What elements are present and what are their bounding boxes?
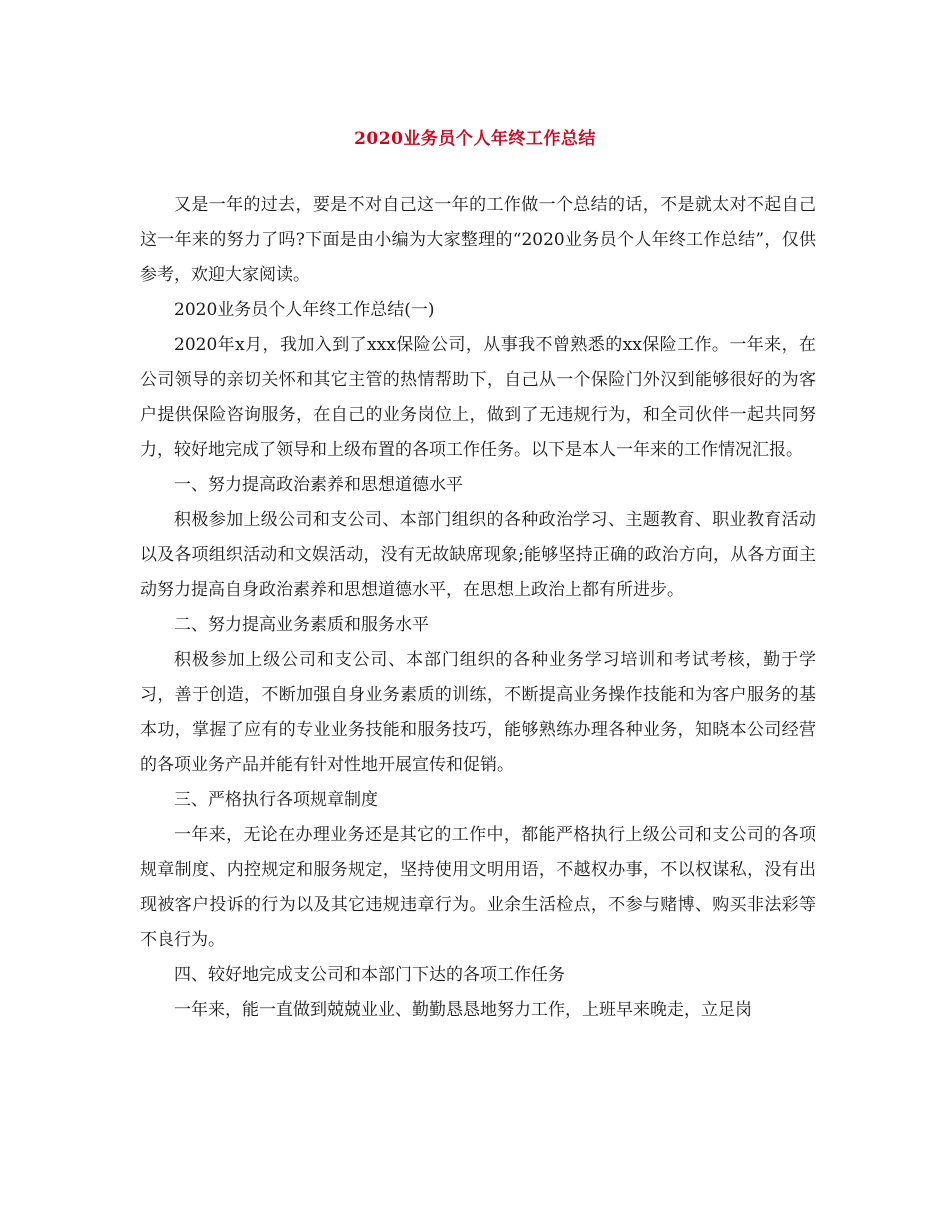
paragraph-intro: 又是一年的过去，要是不对自己这一年的工作做一个总结的话，不是就太对不起自己这一年来的努力了吗?下面是由小编为大家整理的“2020业务员个人年终工作总结”，仅供参考，欢迎大家阅读。 xyxy=(140,195,816,285)
document-body xyxy=(140,188,816,1028)
section-heading-1: 一、努力提高政治素养和思想道德水平 xyxy=(174,475,463,495)
paragraph-section-1: 积极参加上级公司和支公司、本部门组织的各种政治学习、主题教育、职业教育活动以及各项组织活动和文娱活动，没有无故缺席现象;能够坚持正确的政治方向，从各方面主动努力提高自身政治素养和思想道德水平，在思想上政治上都有所进步。 xyxy=(140,510,816,600)
paragraph-section-3: 一年来，无论在办理业务还是其它的工作中，都能严格执行上级公司和支公司的各项规章制度、内控规定和服务规定，坚持使用文明用语，不越权办事，不以权谋私，没有出现被客户投诉的行为以及其它违规违章行为。业余生活检点，不参与赌博、购买非法彩等不良行为。 xyxy=(140,825,816,950)
section-heading-2: 二、努力提高业务素质和服务水平 xyxy=(174,615,429,635)
section-heading-4: 四、较好地完成支公司和本部门下达的各项工作任务 xyxy=(174,965,565,985)
paragraph-overview: 2020年x月，我加入到了xxx保险公司，从事我不曾熟悉的xx保险工作。一年来，在公司领导的亲切关怀和其它主管的热情帮助下，自己从一个保险门外汉到能够很好的为客户提供保险咨询服务，在自己的业务岗位上，做到了无违规行为，和全司伙伴一起共同努力，较好地完成了领导和上级布置的各项工作任务。以下是本人一年来的工作情况汇报。 xyxy=(140,335,816,460)
document-title: 2020业务员个人年终工作总结 xyxy=(354,129,596,149)
section-heading-3: 三、严格执行各项规章制度 xyxy=(174,790,378,810)
paragraph-section-2: 积极参加上级公司和支公司、本部门组织的各种业务学习培训和考试考核，勤于学习，善于创造，不断加强自身业务素质的训练，不断提高业务操作技能和为客户服务的基本功，掌握了应有的专业业务技能和服务技巧，能够熟练办理各种业务，知晓本公司经营的各项业务产品并能有针对性地开展宣传和促销。 xyxy=(140,650,816,775)
paragraph-section-4: 一年来，能一直做到兢兢业业、勤勤恳恳地努力工作，上班早来晚走，立足岗 xyxy=(174,1000,752,1020)
paragraph-subtitle: 2020业务员个人年终工作总结(一) xyxy=(174,300,435,320)
